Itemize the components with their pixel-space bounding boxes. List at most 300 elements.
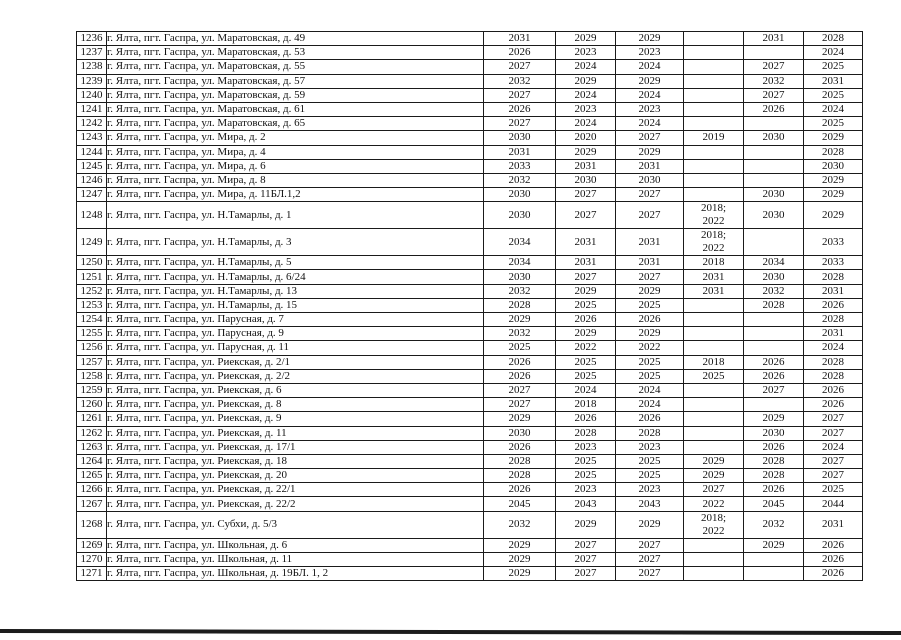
year-cell-1: 2026 xyxy=(484,440,556,454)
row-number-cell: 1271 xyxy=(77,567,107,581)
year-cell-4: 2019 xyxy=(684,131,744,145)
row-number-cell: 1268 xyxy=(77,511,107,538)
year-cell-5: 2027 xyxy=(744,383,804,397)
year-cell-5: 2030 xyxy=(744,188,804,202)
address-cell: г. Ялта, пгт. Гаспра, ул. Маратовская, д. 53 xyxy=(107,46,484,60)
table-row xyxy=(77,298,863,312)
year-cell-6: 2024 xyxy=(804,341,863,355)
table-row xyxy=(77,284,863,298)
address-cell: г. Ялта, пгт. Гаспра, ул. Школьная, д. 11 xyxy=(107,552,484,566)
address-schedule-table xyxy=(76,31,863,581)
row-number-cell: 1238 xyxy=(77,60,107,74)
year-cell-4 xyxy=(684,298,744,312)
year-cell-1: 2029 xyxy=(484,567,556,581)
year-cell-2: 2023 xyxy=(556,483,616,497)
year-cell-1: 2032 xyxy=(484,284,556,298)
year-cell-1: 2030 xyxy=(484,131,556,145)
table-row xyxy=(77,229,863,256)
year-cell-1: 2032 xyxy=(484,327,556,341)
year-cell-5 xyxy=(744,567,804,581)
year-cell-5 xyxy=(744,341,804,355)
table-row xyxy=(77,469,863,483)
year-cell-5: 2032 xyxy=(744,284,804,298)
year-cell-2: 2027 xyxy=(556,270,616,284)
table-row xyxy=(77,102,863,116)
year-cell-4 xyxy=(684,88,744,102)
year-cell-4 xyxy=(684,412,744,426)
year-cell-4: 2029 xyxy=(684,454,744,468)
row-number-cell: 1239 xyxy=(77,74,107,88)
year-cell-6: 2028 xyxy=(804,32,863,46)
year-cell-2: 2029 xyxy=(556,74,616,88)
table-row xyxy=(77,202,863,229)
table-row xyxy=(77,497,863,511)
year-cell-5 xyxy=(744,229,804,256)
year-cell-6: 2025 xyxy=(804,88,863,102)
year-cell-4 xyxy=(684,383,744,397)
year-cell-1: 2028 xyxy=(484,298,556,312)
row-number-cell: 1265 xyxy=(77,469,107,483)
year-cell-2: 2023 xyxy=(556,440,616,454)
address-cell: г. Ялта, пгт. Гаспра, ул. Риекская, д. 2/2 xyxy=(107,369,484,383)
address-cell: г. Ялта, пгт. Гаспра, ул. Школьная, д. 19БЛ. 1, 2 xyxy=(107,567,484,581)
year-cell-4 xyxy=(684,440,744,454)
table-row xyxy=(77,60,863,74)
table-row xyxy=(77,398,863,412)
year-cell-5: 2026 xyxy=(744,355,804,369)
year-cell-5: 2026 xyxy=(744,102,804,116)
year-cell-3: 2029 xyxy=(616,74,684,88)
year-cell-2: 2027 xyxy=(556,188,616,202)
year-cell-1: 2029 xyxy=(484,313,556,327)
year-cell-3: 2029 xyxy=(616,284,684,298)
year-cell-4: 2018 xyxy=(684,355,744,369)
row-number-cell: 1251 xyxy=(77,270,107,284)
year-cell-4: 2025 xyxy=(684,369,744,383)
table-row xyxy=(77,46,863,60)
table-row xyxy=(77,159,863,173)
year-cell-1: 2032 xyxy=(484,173,556,187)
table-row xyxy=(77,32,863,46)
row-number-cell: 1254 xyxy=(77,313,107,327)
year-cell-6: 2027 xyxy=(804,426,863,440)
table-row xyxy=(77,341,863,355)
year-cell-3: 2025 xyxy=(616,369,684,383)
year-cell-5 xyxy=(744,327,804,341)
year-cell-4 xyxy=(684,46,744,60)
year-cell-1: 2027 xyxy=(484,88,556,102)
row-number-cell: 1261 xyxy=(77,412,107,426)
row-number-cell: 1259 xyxy=(77,383,107,397)
year-cell-2: 2029 xyxy=(556,327,616,341)
address-cell: г. Ялта, пгт. Гаспра, ул. Маратовская, д. 49 xyxy=(107,32,484,46)
year-cell-1: 2030 xyxy=(484,426,556,440)
year-cell-6: 2026 xyxy=(804,398,863,412)
year-cell-6: 2027 xyxy=(804,454,863,468)
year-cell-5: 2045 xyxy=(744,497,804,511)
year-cell-1: 2033 xyxy=(484,159,556,173)
year-cell-1: 2032 xyxy=(484,511,556,538)
row-number-cell: 1243 xyxy=(77,131,107,145)
address-cell: г. Ялта, пгт. Гаспра, ул. Парусная, д. 7 xyxy=(107,313,484,327)
year-cell-4 xyxy=(684,552,744,566)
year-cell-6: 2028 xyxy=(804,145,863,159)
table-row xyxy=(77,355,863,369)
year-cell-3: 2029 xyxy=(616,145,684,159)
year-cell-5 xyxy=(744,46,804,60)
year-cell-3: 2027 xyxy=(616,188,684,202)
address-cell: г. Ялта, пгт. Гаспра, ул. Маратовская, д. 61 xyxy=(107,102,484,116)
table-row xyxy=(77,313,863,327)
year-cell-3: 2024 xyxy=(616,117,684,131)
year-cell-2: 2018 xyxy=(556,398,616,412)
row-number-cell: 1260 xyxy=(77,398,107,412)
address-cell: г. Ялта, пгт. Гаспра, ул. Парусная, д. 9 xyxy=(107,327,484,341)
address-cell: г. Ялта, пгт. Гаспра, ул. Парусная, д. 11 xyxy=(107,341,484,355)
year-cell-5: 2030 xyxy=(744,202,804,229)
year-cell-6: 2027 xyxy=(804,412,863,426)
year-cell-2: 2027 xyxy=(556,202,616,229)
row-number-cell: 1240 xyxy=(77,88,107,102)
year-cell-2: 2023 xyxy=(556,102,616,116)
year-cell-2: 2025 xyxy=(556,454,616,468)
year-cell-2: 2029 xyxy=(556,145,616,159)
year-cell-2: 2027 xyxy=(556,538,616,552)
year-cell-6: 2027 xyxy=(804,469,863,483)
year-cell-3: 2027 xyxy=(616,270,684,284)
year-cell-3: 2031 xyxy=(616,229,684,256)
year-cell-6: 2029 xyxy=(804,173,863,187)
year-cell-6: 2031 xyxy=(804,284,863,298)
year-cell-3: 2023 xyxy=(616,46,684,60)
row-number-cell: 1266 xyxy=(77,483,107,497)
row-number-cell: 1241 xyxy=(77,102,107,116)
address-cell: г. Ялта, пгт. Гаспра, ул. Риекская, д. 8 xyxy=(107,398,484,412)
year-cell-4 xyxy=(684,173,744,187)
year-cell-4 xyxy=(684,567,744,581)
address-cell: г. Ялта, пгт. Гаспра, ул. Риекская, д. 2/1 xyxy=(107,355,484,369)
row-number-cell: 1245 xyxy=(77,159,107,173)
year-cell-3: 2025 xyxy=(616,454,684,468)
year-cell-1: 2026 xyxy=(484,369,556,383)
year-cell-5: 2032 xyxy=(744,511,804,538)
year-cell-5: 2032 xyxy=(744,74,804,88)
year-cell-4 xyxy=(684,102,744,116)
table-row xyxy=(77,538,863,552)
year-cell-2: 2031 xyxy=(556,256,616,270)
table-body xyxy=(77,32,863,581)
row-number-cell: 1263 xyxy=(77,440,107,454)
year-cell-4 xyxy=(684,341,744,355)
table-row xyxy=(77,173,863,187)
year-cell-3: 2026 xyxy=(616,313,684,327)
year-cell-4: 2029 xyxy=(684,469,744,483)
year-cell-6: 2026 xyxy=(804,552,863,566)
year-cell-4: 2031 xyxy=(684,270,744,284)
year-cell-2: 2043 xyxy=(556,497,616,511)
year-cell-5: 2031 xyxy=(744,32,804,46)
address-cell: г. Ялта, пгт. Гаспра, ул. Маратовская, д. 59 xyxy=(107,88,484,102)
year-cell-6: 2029 xyxy=(804,131,863,145)
row-number-cell: 1255 xyxy=(77,327,107,341)
year-cell-4: 2018; 2022 xyxy=(684,511,744,538)
year-cell-6: 2033 xyxy=(804,256,863,270)
year-cell-1: 2027 xyxy=(484,117,556,131)
year-cell-4: 2027 xyxy=(684,483,744,497)
year-cell-1: 2030 xyxy=(484,188,556,202)
year-cell-2: 2026 xyxy=(556,412,616,426)
year-cell-5: 2034 xyxy=(744,256,804,270)
year-cell-3: 2031 xyxy=(616,159,684,173)
year-cell-4 xyxy=(684,60,744,74)
year-cell-6: 2028 xyxy=(804,270,863,284)
table-row xyxy=(77,567,863,581)
table-row xyxy=(77,88,863,102)
year-cell-2: 2025 xyxy=(556,369,616,383)
table-row xyxy=(77,454,863,468)
row-number-cell: 1237 xyxy=(77,46,107,60)
year-cell-3: 2024 xyxy=(616,88,684,102)
year-cell-6: 2029 xyxy=(804,188,863,202)
year-cell-5: 2030 xyxy=(744,131,804,145)
year-cell-1: 2030 xyxy=(484,270,556,284)
row-number-cell: 1247 xyxy=(77,188,107,202)
row-number-cell: 1252 xyxy=(77,284,107,298)
year-cell-3: 2023 xyxy=(616,483,684,497)
row-number-cell: 1244 xyxy=(77,145,107,159)
year-cell-6: 2026 xyxy=(804,298,863,312)
address-cell: г. Ялта, пгт. Гаспра, ул. Мира, д. 8 xyxy=(107,173,484,187)
year-cell-5 xyxy=(744,117,804,131)
year-cell-3: 2029 xyxy=(616,511,684,538)
year-cell-6: 2026 xyxy=(804,383,863,397)
year-cell-6: 2030 xyxy=(804,159,863,173)
year-cell-3: 2024 xyxy=(616,398,684,412)
year-cell-6: 2025 xyxy=(804,483,863,497)
address-cell: г. Ялта, пгт. Гаспра, ул. Н.Тамарлы, д. 6/24 xyxy=(107,270,484,284)
row-number-cell: 1269 xyxy=(77,538,107,552)
year-cell-4 xyxy=(684,313,744,327)
year-cell-5 xyxy=(744,398,804,412)
year-cell-1: 2026 xyxy=(484,46,556,60)
year-cell-1: 2031 xyxy=(484,32,556,46)
year-cell-4: 2018; 2022 xyxy=(684,202,744,229)
address-cell: г. Ялта, пгт. Гаспра, ул. Маратовская, д. 65 xyxy=(107,117,484,131)
year-cell-3: 2028 xyxy=(616,426,684,440)
year-cell-3: 2022 xyxy=(616,341,684,355)
year-cell-1: 2026 xyxy=(484,355,556,369)
table-row xyxy=(77,552,863,566)
address-cell: г. Ялта, пгт. Гаспра, ул. Риекская, д. 17/1 xyxy=(107,440,484,454)
year-cell-2: 2025 xyxy=(556,469,616,483)
year-cell-1: 2029 xyxy=(484,412,556,426)
year-cell-2: 2028 xyxy=(556,426,616,440)
year-cell-5: 2030 xyxy=(744,270,804,284)
year-cell-4 xyxy=(684,117,744,131)
year-cell-2: 2024 xyxy=(556,60,616,74)
year-cell-4 xyxy=(684,398,744,412)
year-cell-1: 2027 xyxy=(484,60,556,74)
row-number-cell: 1264 xyxy=(77,454,107,468)
year-cell-3: 2027 xyxy=(616,538,684,552)
year-cell-2: 2029 xyxy=(556,284,616,298)
year-cell-1: 2032 xyxy=(484,74,556,88)
year-cell-3: 2027 xyxy=(616,567,684,581)
year-cell-3: 2031 xyxy=(616,256,684,270)
address-cell: г. Ялта, пгт. Гаспра, ул. Мира, д. 11БЛ.1,2 xyxy=(107,188,484,202)
address-cell: г. Ялта, пгт. Гаспра, ул. Маратовская, д. 55 xyxy=(107,60,484,74)
year-cell-3: 2025 xyxy=(616,355,684,369)
year-cell-2: 2027 xyxy=(556,552,616,566)
year-cell-2: 2025 xyxy=(556,355,616,369)
year-cell-3: 2024 xyxy=(616,383,684,397)
year-cell-3: 2043 xyxy=(616,497,684,511)
year-cell-1: 2026 xyxy=(484,483,556,497)
year-cell-2: 2024 xyxy=(556,383,616,397)
year-cell-5: 2027 xyxy=(744,88,804,102)
year-cell-3: 2025 xyxy=(616,298,684,312)
year-cell-1: 2025 xyxy=(484,341,556,355)
row-number-cell: 1248 xyxy=(77,202,107,229)
scan-edge-shadow xyxy=(0,627,901,636)
year-cell-5: 2028 xyxy=(744,469,804,483)
year-cell-3: 2027 xyxy=(616,552,684,566)
year-cell-2: 2024 xyxy=(556,117,616,131)
year-cell-4: 2018; 2022 xyxy=(684,229,744,256)
address-cell: г. Ялта, пгт. Гаспра, ул. Мира, д. 4 xyxy=(107,145,484,159)
year-cell-6: 2044 xyxy=(804,497,863,511)
year-cell-6: 2026 xyxy=(804,538,863,552)
address-cell: г. Ялта, пгт. Гаспра, ул. Мира, д. 6 xyxy=(107,159,484,173)
table-row xyxy=(77,383,863,397)
year-cell-3: 2029 xyxy=(616,327,684,341)
address-cell: г. Ялта, пгт. Гаспра, ул. Риекская, д. 22/2 xyxy=(107,497,484,511)
year-cell-1: 2030 xyxy=(484,202,556,229)
year-cell-3: 2024 xyxy=(616,60,684,74)
year-cell-3: 2023 xyxy=(616,440,684,454)
year-cell-2: 2024 xyxy=(556,88,616,102)
address-cell: г. Ялта, пгт. Гаспра, ул. Риекская, д. 6 xyxy=(107,383,484,397)
year-cell-6: 2026 xyxy=(804,567,863,581)
table-row xyxy=(77,256,863,270)
year-cell-5 xyxy=(744,173,804,187)
year-cell-5: 2029 xyxy=(744,538,804,552)
year-cell-6: 2031 xyxy=(804,511,863,538)
year-cell-1: 2028 xyxy=(484,469,556,483)
table-row xyxy=(77,327,863,341)
year-cell-3: 2027 xyxy=(616,131,684,145)
table-row xyxy=(77,412,863,426)
year-cell-5: 2030 xyxy=(744,426,804,440)
row-number-cell: 1270 xyxy=(77,552,107,566)
year-cell-3: 2027 xyxy=(616,202,684,229)
year-cell-6: 2024 xyxy=(804,46,863,60)
year-cell-5 xyxy=(744,552,804,566)
year-cell-2: 2031 xyxy=(556,159,616,173)
table-row xyxy=(77,188,863,202)
year-cell-5 xyxy=(744,313,804,327)
row-number-cell: 1256 xyxy=(77,341,107,355)
year-cell-4 xyxy=(684,159,744,173)
year-cell-6: 2025 xyxy=(804,117,863,131)
year-cell-2: 2030 xyxy=(556,173,616,187)
address-cell: г. Ялта, пгт. Гаспра, ул. Н.Тамарлы, д. 5 xyxy=(107,256,484,270)
document-page xyxy=(76,31,862,581)
year-cell-3: 2030 xyxy=(616,173,684,187)
table-row xyxy=(77,440,863,454)
year-cell-4: 2031 xyxy=(684,284,744,298)
address-cell: г. Ялта, пгт. Гаспра, ул. Риекская, д. 9 xyxy=(107,412,484,426)
year-cell-3: 2026 xyxy=(616,412,684,426)
row-number-cell: 1246 xyxy=(77,173,107,187)
table-row xyxy=(77,369,863,383)
address-cell: г. Ялта, пгт. Гаспра, ул. Маратовская, д. 57 xyxy=(107,74,484,88)
table-row xyxy=(77,426,863,440)
year-cell-6: 2028 xyxy=(804,313,863,327)
year-cell-5: 2028 xyxy=(744,298,804,312)
address-cell: г. Ялта, пгт. Гаспра, ул. Мира, д. 2 xyxy=(107,131,484,145)
table-row xyxy=(77,483,863,497)
address-cell: г. Ялта, пгт. Гаспра, ул. Н.Тамарлы, д. 1 xyxy=(107,202,484,229)
row-number-cell: 1236 xyxy=(77,32,107,46)
address-cell: г. Ялта, пгт. Гаспра, ул. Н.Тамарлы, д. 15 xyxy=(107,298,484,312)
year-cell-4 xyxy=(684,188,744,202)
row-number-cell: 1253 xyxy=(77,298,107,312)
year-cell-2: 2027 xyxy=(556,567,616,581)
year-cell-1: 2026 xyxy=(484,102,556,116)
year-cell-1: 2027 xyxy=(484,398,556,412)
year-cell-4 xyxy=(684,145,744,159)
year-cell-3: 2023 xyxy=(616,102,684,116)
year-cell-2: 2026 xyxy=(556,313,616,327)
row-number-cell: 1267 xyxy=(77,497,107,511)
year-cell-5: 2028 xyxy=(744,454,804,468)
year-cell-5 xyxy=(744,145,804,159)
year-cell-2: 2025 xyxy=(556,298,616,312)
address-cell: г. Ялта, пгт. Гаспра, ул. Риекская, д. 18 xyxy=(107,454,484,468)
address-cell: г. Ялта, пгт. Гаспра, ул. Н.Тамарлы, д. 13 xyxy=(107,284,484,298)
year-cell-2: 2020 xyxy=(556,131,616,145)
address-cell: г. Ялта, пгт. Гаспра, ул. Риекская, д. 20 xyxy=(107,469,484,483)
year-cell-1: 2031 xyxy=(484,145,556,159)
row-number-cell: 1257 xyxy=(77,355,107,369)
year-cell-1: 2029 xyxy=(484,552,556,566)
table-row xyxy=(77,117,863,131)
table-row xyxy=(77,74,863,88)
year-cell-6: 2029 xyxy=(804,202,863,229)
year-cell-3: 2029 xyxy=(616,32,684,46)
table-row xyxy=(77,270,863,284)
year-cell-6: 2033 xyxy=(804,229,863,256)
row-number-cell: 1249 xyxy=(77,229,107,256)
year-cell-6: 2031 xyxy=(804,74,863,88)
year-cell-4 xyxy=(684,32,744,46)
table-row xyxy=(77,511,863,538)
year-cell-2: 2029 xyxy=(556,511,616,538)
row-number-cell: 1262 xyxy=(77,426,107,440)
address-cell: г. Ялта, пгт. Гаспра, ул. Н.Тамарлы, д. 3 xyxy=(107,229,484,256)
year-cell-5: 2026 xyxy=(744,369,804,383)
year-cell-4 xyxy=(684,327,744,341)
address-cell: г. Ялта, пгт. Гаспра, ул. Субхи, д. 5/3 xyxy=(107,511,484,538)
table-row xyxy=(77,145,863,159)
year-cell-6: 2031 xyxy=(804,327,863,341)
year-cell-1: 2034 xyxy=(484,256,556,270)
year-cell-5: 2026 xyxy=(744,440,804,454)
year-cell-5: 2026 xyxy=(744,483,804,497)
row-number-cell: 1250 xyxy=(77,256,107,270)
year-cell-4 xyxy=(684,538,744,552)
